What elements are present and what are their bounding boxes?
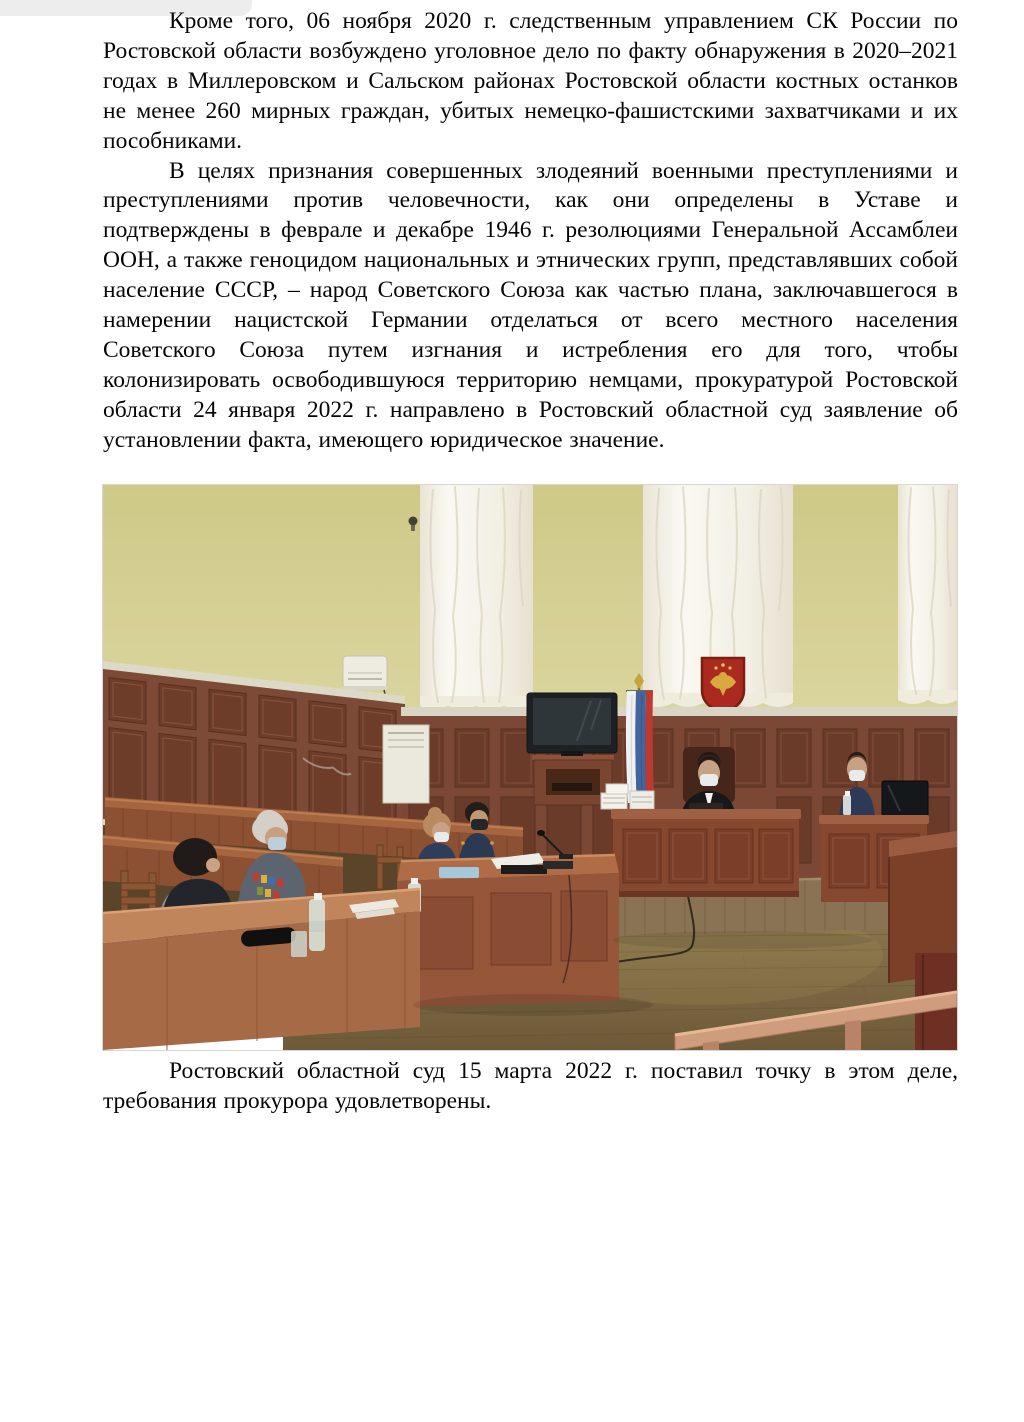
curtain-left bbox=[420, 485, 533, 710]
coat-of-arms bbox=[702, 658, 744, 713]
paragraph-1: Кроме того, 06 ноября 2020 г. следственным управлением СК России по Ростовской области возбуждено уголовное дело по факту обнаружения в 2020–2021 годах в Миллеровском и Сальском районах Ростовской области костных останков не менее 260 мирных граждан, убитых немецко-фашистскими захватчиками и их пособниками. bbox=[103, 8, 958, 154]
document-caption bbox=[103, 1056, 958, 1116]
computer-monitor bbox=[882, 781, 928, 820]
paragraph-2: В целях признания совершенных злодеяний военными преступлениями и преступлениями против человечности, как они определены в Уставе и подтверждены в феврале и декабре 1946 г. резолюциями Генеральной Ассамблеи ООН, а также геноцидом национальных и этнических групп, представлявших собой население СССР, – народ Советского Союза как частью плана, заключавшегося в намерении нацистской Германии отделаться от всего местного населения Советского Союза путем изгнания и истребления его для того, чтобы колонизировать освободившуюся территорию немцами, прокуратурой Ростовской области 24 января 2022 г. направлено в Ростовский областной суд заявление об установлении факта, имеющего юридическое значение. bbox=[103, 157, 958, 453]
front-desk bbox=[103, 889, 420, 1050]
russia-flag bbox=[626, 673, 654, 807]
curtain-right bbox=[898, 485, 957, 704]
tv bbox=[527, 693, 617, 756]
document-body bbox=[103, 7, 958, 456]
white-cabinet bbox=[383, 725, 429, 803]
caption-paragraph: Ростовский областной суд 15 марта 2022 г. поставил точку в этом деле, требования прокурора удовлетворены. bbox=[103, 1058, 958, 1114]
courtroom-photo bbox=[103, 485, 957, 1050]
